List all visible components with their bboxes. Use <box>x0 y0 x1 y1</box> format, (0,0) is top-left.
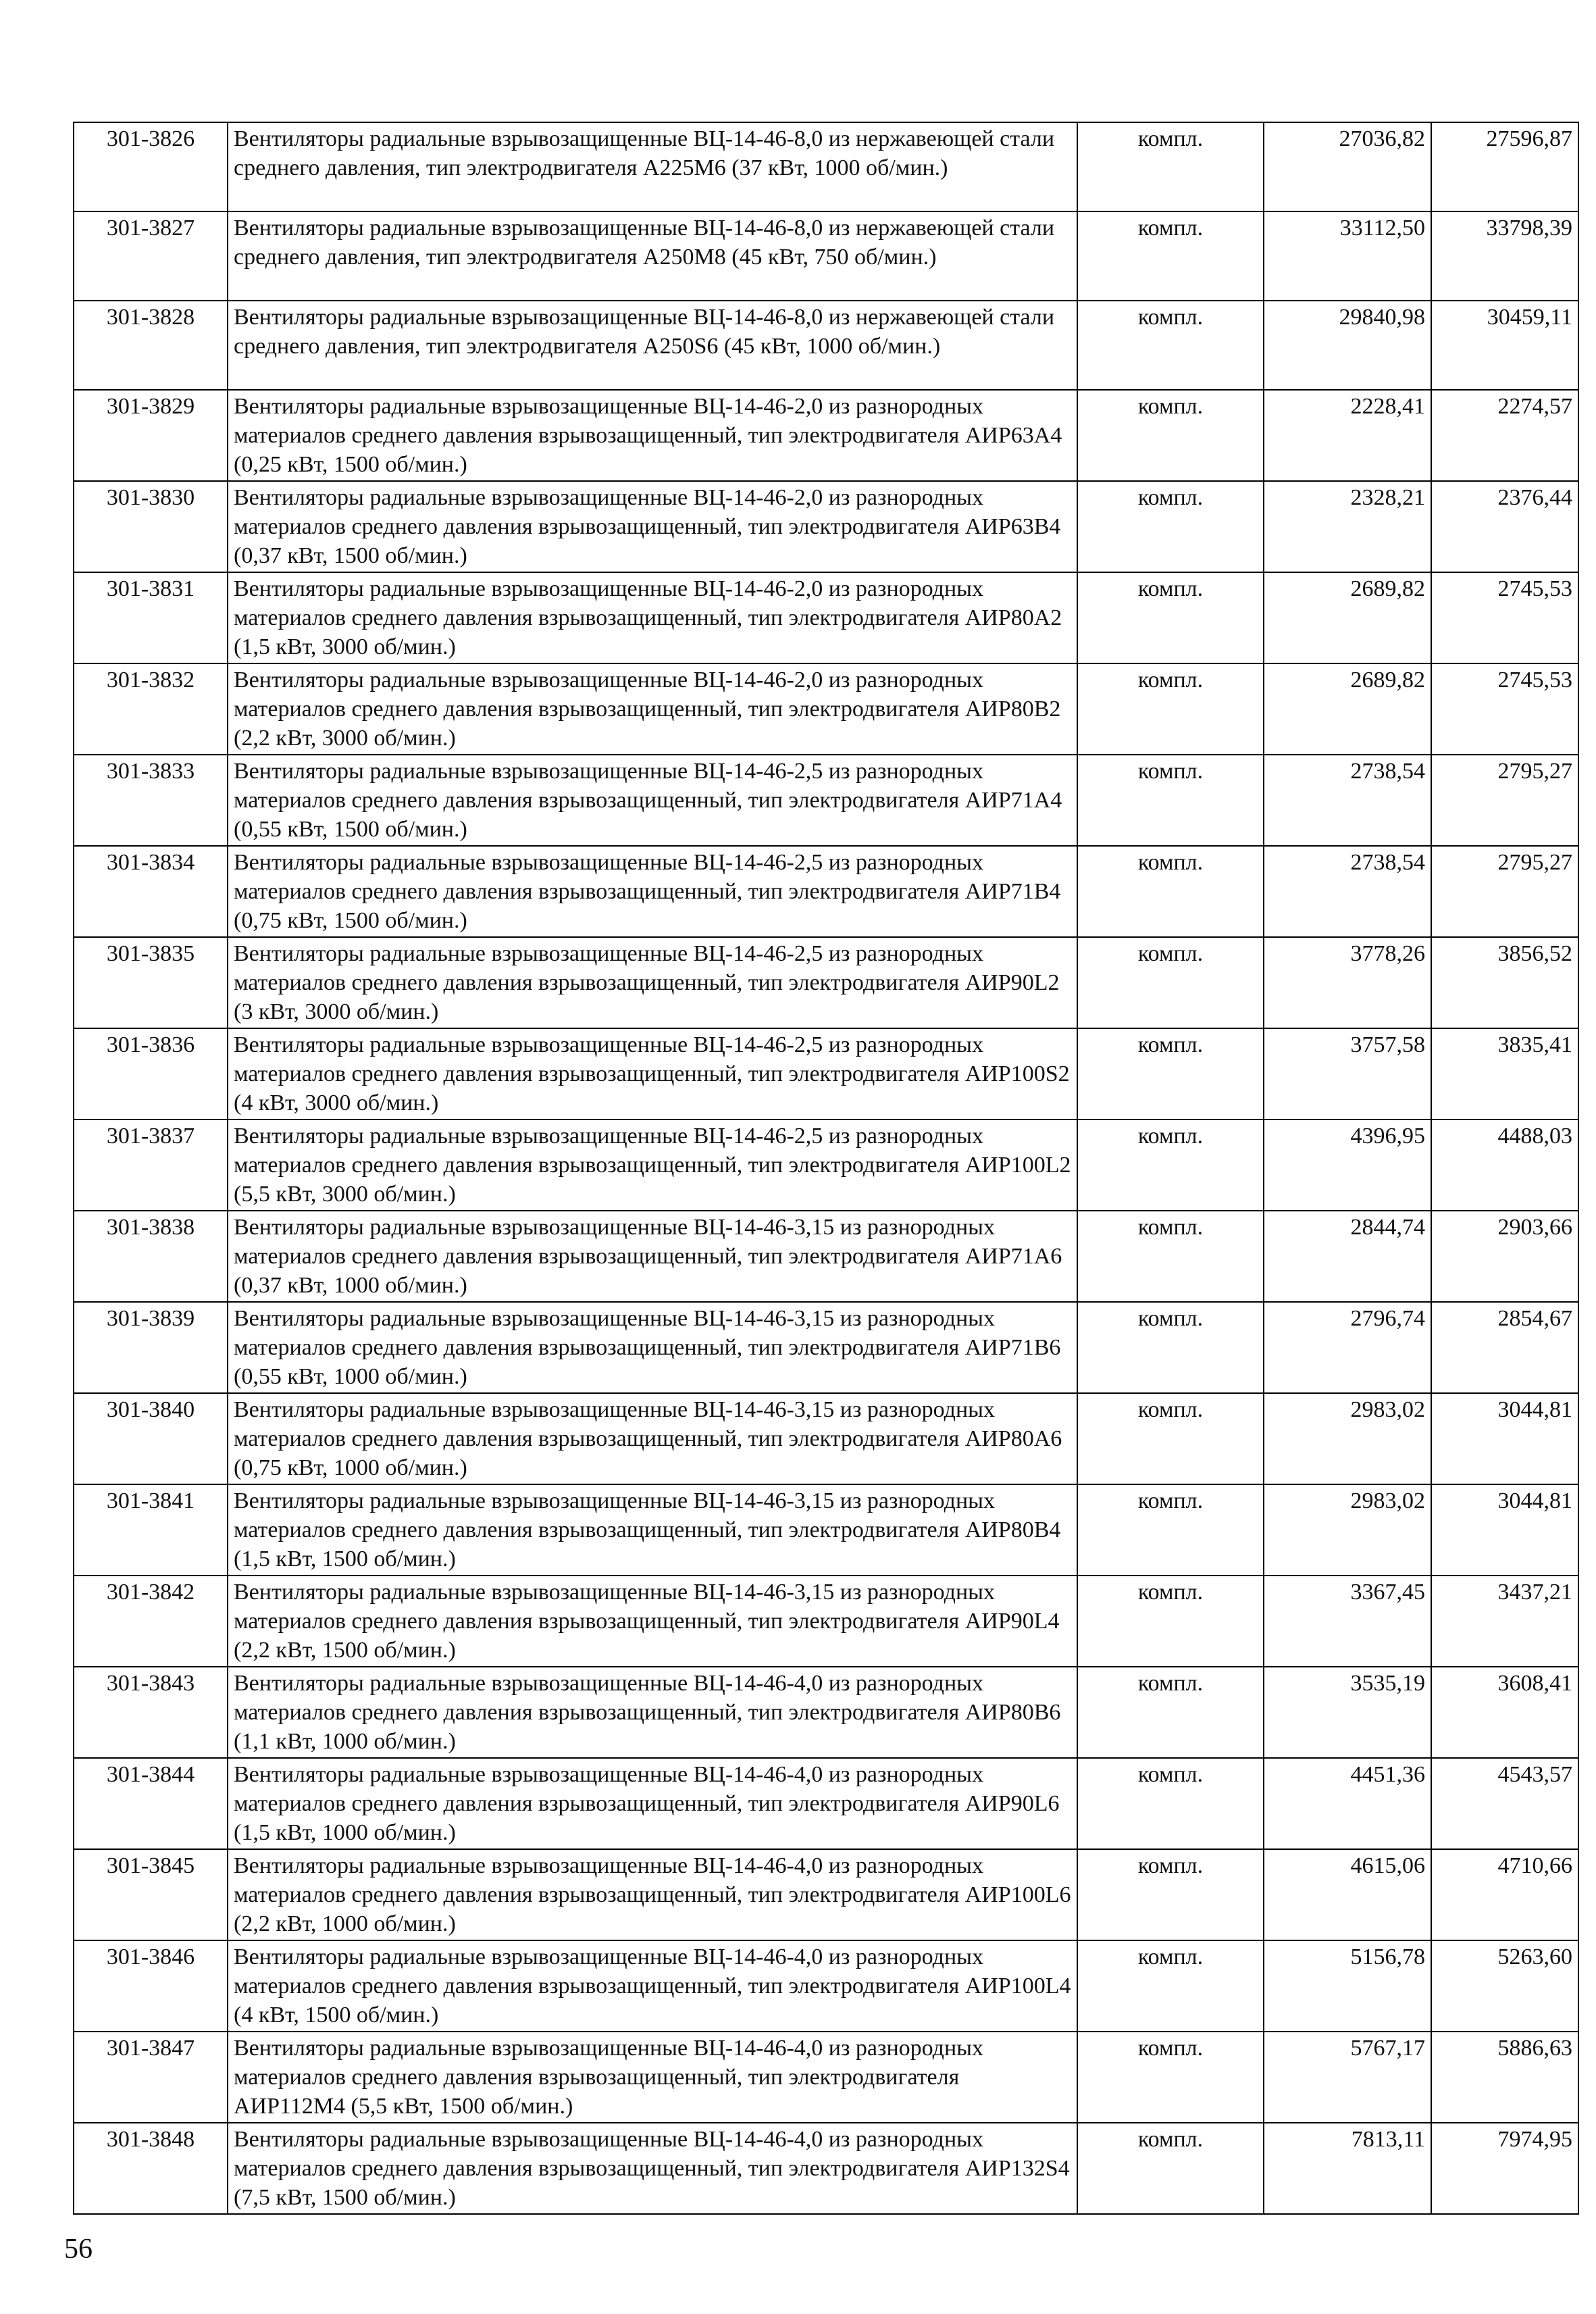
item-price-1: 3367,45 <box>1264 1576 1431 1667</box>
item-description: Вентиляторы радиальные взрывозащищенные ВЦ-14-46-2,5 из разнородных материалов среднего давления взрывозащищенный, тип электродвигателя АИР90L2 (3 кВт, 3000 об/мин.) <box>228 937 1077 1028</box>
item-code: 301-3842 <box>74 1576 228 1667</box>
item-unit: компл. <box>1077 937 1264 1028</box>
item-description: Вентиляторы радиальные взрывозащищенные ВЦ-14-46-2,0 из разнородных материалов среднего давления взрывозащищенный, тип электродвигателя АИР80А2 (1,5 кВт, 3000 об/мин.) <box>228 572 1077 663</box>
item-price-1: 2796,74 <box>1264 1302 1431 1393</box>
item-description: Вентиляторы радиальные взрывозащищенные ВЦ-14-46-2,5 из разнородных материалов среднего давления взрывозащищенный, тип электродвигателя АИР100S2 (4 кВт, 3000 об/мин.) <box>228 1028 1077 1120</box>
item-code: 301-3837 <box>74 1120 228 1211</box>
item-description: Вентиляторы радиальные взрывозащищенные ВЦ-14-46-4,0 из разнородных материалов среднего давления взрывозащищенный, тип электродвигателя АИР100L4 (4 кВт, 1500 об/мин.) <box>228 1940 1077 2032</box>
item-unit: компл. <box>1077 1302 1264 1393</box>
item-description: Вентиляторы радиальные взрывозащищенные ВЦ-14-46-8,0 из нержавеющей стали среднего давления, тип электродвигателя А250М8 (45 кВт, 750 об/мин.) <box>228 211 1077 301</box>
item-unit: компл. <box>1077 1667 1264 1758</box>
item-price-2: 5886,63 <box>1431 2032 1578 2123</box>
item-unit: компл. <box>1077 2123 1264 2214</box>
item-price-1: 4615,06 <box>1264 1849 1431 1940</box>
item-unit: компл. <box>1077 122 1264 211</box>
item-price-1: 2689,82 <box>1264 572 1431 663</box>
item-price-2: 2795,27 <box>1431 755 1578 846</box>
item-unit: компл. <box>1077 572 1264 663</box>
item-price-2: 2854,67 <box>1431 1302 1578 1393</box>
item-price-2: 3835,41 <box>1431 1028 1578 1120</box>
item-description: Вентиляторы радиальные взрывозащищенные ВЦ-14-46-2,0 из разнородных материалов среднего давления взрывозащищенный, тип электродвигателя АИР80В2 (2,2 кВт, 3000 об/мин.) <box>228 663 1077 755</box>
item-price-1: 2689,82 <box>1264 663 1431 755</box>
item-code: 301-3845 <box>74 1849 228 1940</box>
item-price-2: 5263,60 <box>1431 1940 1578 2032</box>
item-description: Вентиляторы радиальные взрывозащищенные ВЦ-14-46-4,0 из разнородных материалов среднего давления взрывозащищенный, тип электродвигателя АИР112М4 (5,5 кВт, 1500 об/мин.) <box>228 2032 1077 2123</box>
item-description: Вентиляторы радиальные взрывозащищенные ВЦ-14-46-2,5 из разнородных материалов среднего давления взрывозащищенный, тип электродвигателя АИР71В4 (0,75 кВт, 1500 об/мин.) <box>228 846 1077 937</box>
table-row <box>74 122 1578 211</box>
item-unit: компл. <box>1077 1940 1264 2032</box>
item-description: Вентиляторы радиальные взрывозащищенные ВЦ-14-46-8,0 из нержавеющей стали среднего давления, тип электродвигателя А225М6 (37 кВт, 1000 об/мин.) <box>228 122 1077 211</box>
item-code: 301-3838 <box>74 1211 228 1302</box>
item-description: Вентиляторы радиальные взрывозащищенные ВЦ-14-46-4,0 из разнородных материалов среднего давления взрывозащищенный, тип электродвигателя АИР100L6 (2,2 кВт, 1000 об/мин.) <box>228 1849 1077 1940</box>
item-price-2: 4488,03 <box>1431 1120 1578 1211</box>
table-row <box>74 1667 1578 1758</box>
table-row <box>74 1120 1578 1211</box>
item-price-1: 7813,11 <box>1264 2123 1431 2214</box>
item-price-2: 4543,57 <box>1431 1758 1578 1849</box>
item-code: 301-3839 <box>74 1302 228 1393</box>
item-price-1: 3778,26 <box>1264 937 1431 1028</box>
table-row <box>74 1484 1578 1576</box>
item-price-1: 2983,02 <box>1264 1484 1431 1576</box>
item-description: Вентиляторы радиальные взрывозащищенные ВЦ-14-46-2,5 из разнородных материалов среднего давления взрывозащищенный, тип электродвигателя АИР71А4 (0,55 кВт, 1500 об/мин.) <box>228 755 1077 846</box>
item-unit: компл. <box>1077 1120 1264 1211</box>
item-code: 301-3847 <box>74 2032 228 2123</box>
table-row <box>74 1849 1578 1940</box>
table-row <box>74 572 1578 663</box>
item-description: Вентиляторы радиальные взрывозащищенные ВЦ-14-46-3,15 из разнородных материалов среднего давления взрывозащищенный, тип электродвигателя АИР90L4 (2,2 кВт, 1500 об/мин.) <box>228 1576 1077 1667</box>
item-description: Вентиляторы радиальные взрывозащищенные ВЦ-14-46-4,0 из разнородных материалов среднего давления взрывозащищенный, тип электродвигателя АИР80В6 (1,1 кВт, 1000 об/мин.) <box>228 1667 1077 1758</box>
item-price-1: 27036,82 <box>1264 122 1431 211</box>
item-price-2: 2795,27 <box>1431 846 1578 937</box>
item-price-1: 5767,17 <box>1264 2032 1431 2123</box>
table-row <box>74 663 1578 755</box>
item-code: 301-3841 <box>74 1484 228 1576</box>
item-description: Вентиляторы радиальные взрывозащищенные ВЦ-14-46-2,0 из разнородных материалов среднего давления взрывозащищенный, тип электродвигателя АИР63В4 (0,37 кВт, 1500 об/мин.) <box>228 481 1077 572</box>
item-price-2: 3044,81 <box>1431 1393 1578 1484</box>
item-price-1: 2228,41 <box>1264 390 1431 481</box>
item-description: Вентиляторы радиальные взрывозащищенные ВЦ-14-46-3,15 из разнородных материалов среднего давления взрывозащищенный, тип электродвигателя АИР80А6 (0,75 кВт, 1000 об/мин.) <box>228 1393 1077 1484</box>
item-price-2: 30459,11 <box>1431 301 1578 390</box>
item-description: Вентиляторы радиальные взрывозащищенные ВЦ-14-46-3,15 из разнородных материалов среднего давления взрывозащищенный, тип электродвигателя АИР71А6 (0,37 кВт, 1000 об/мин.) <box>228 1211 1077 1302</box>
item-price-2: 33798,39 <box>1431 211 1578 301</box>
item-price-1: 33112,50 <box>1264 211 1431 301</box>
item-price-2: 3856,52 <box>1431 937 1578 1028</box>
item-price-2: 27596,87 <box>1431 122 1578 211</box>
item-price-2: 4710,66 <box>1431 1849 1578 1940</box>
item-code: 301-3844 <box>74 1758 228 1849</box>
item-unit: компл. <box>1077 663 1264 755</box>
item-code: 301-3843 <box>74 1667 228 1758</box>
table-row <box>74 937 1578 1028</box>
item-code: 301-3846 <box>74 1940 228 2032</box>
item-price-2: 3044,81 <box>1431 1484 1578 1576</box>
item-unit: компл. <box>1077 2032 1264 2123</box>
item-code: 301-3833 <box>74 755 228 846</box>
table-row <box>74 846 1578 937</box>
item-unit: компл. <box>1077 1484 1264 1576</box>
item-description: Вентиляторы радиальные взрывозащищенные ВЦ-14-46-8,0 из нержавеющей стали среднего давления, тип электродвигателя А250S6 (45 кВт, 1000 об/мин.) <box>228 301 1077 390</box>
item-unit: компл. <box>1077 1393 1264 1484</box>
item-price-1: 2738,54 <box>1264 846 1431 937</box>
item-price-1: 2983,02 <box>1264 1393 1431 1484</box>
item-price-2: 3437,21 <box>1431 1576 1578 1667</box>
table-row <box>74 390 1578 481</box>
item-price-2: 7974,95 <box>1431 2123 1578 2214</box>
item-price-2: 2745,53 <box>1431 572 1578 663</box>
item-price-1: 3535,19 <box>1264 1667 1431 1758</box>
table-row <box>74 1211 1578 1302</box>
item-description: Вентиляторы радиальные взрывозащищенные ВЦ-14-46-2,0 из разнородных материалов среднего давления взрывозащищенный, тип электродвигателя АИР63А4 (0,25 кВт, 1500 об/мин.) <box>228 390 1077 481</box>
item-code: 301-3826 <box>74 122 228 211</box>
item-price-1: 5156,78 <box>1264 1940 1431 2032</box>
table-row <box>74 301 1578 390</box>
item-description: Вентиляторы радиальные взрывозащищенные ВЦ-14-46-4,0 из разнородных материалов среднего давления взрывозащищенный, тип электродвигателя АИР90L6 (1,5 кВт, 1000 об/мин.) <box>228 1758 1077 1849</box>
item-price-1: 2844,74 <box>1264 1211 1431 1302</box>
item-price-1: 29840,98 <box>1264 301 1431 390</box>
item-price-2: 2745,53 <box>1431 663 1578 755</box>
table-row <box>74 1940 1578 2032</box>
item-price-1: 4396,95 <box>1264 1120 1431 1211</box>
item-unit: компл. <box>1077 1849 1264 1940</box>
item-code: 301-3840 <box>74 1393 228 1484</box>
item-price-1: 4451,36 <box>1264 1758 1431 1849</box>
item-price-1: 3757,58 <box>1264 1028 1431 1120</box>
item-description: Вентиляторы радиальные взрывозащищенные ВЦ-14-46-4,0 из разнородных материалов среднего давления взрывозащищенный, тип электродвигателя АИР132S4 (7,5 кВт, 1500 об/мин.) <box>228 2123 1077 2214</box>
table-row <box>74 1302 1578 1393</box>
item-price-2: 2376,44 <box>1431 481 1578 572</box>
item-price-2: 2274,57 <box>1431 390 1578 481</box>
price-table <box>73 122 1579 2215</box>
table-row <box>74 1393 1578 1484</box>
item-unit: компл. <box>1077 301 1264 390</box>
item-unit: компл. <box>1077 755 1264 846</box>
table-row <box>74 1758 1578 1849</box>
item-description: Вентиляторы радиальные взрывозащищенные ВЦ-14-46-2,5 из разнородных материалов среднего давления взрывозащищенный, тип электродвигателя АИР100L2 (5,5 кВт, 3000 об/мин.) <box>228 1120 1077 1211</box>
item-unit: компл. <box>1077 211 1264 301</box>
item-unit: компл. <box>1077 481 1264 572</box>
item-code: 301-3831 <box>74 572 228 663</box>
item-unit: компл. <box>1077 1211 1264 1302</box>
item-description: Вентиляторы радиальные взрывозащищенные ВЦ-14-46-3,15 из разнородных материалов среднего давления взрывозащищенный, тип электродвигателя АИР71В6 (0,55 кВт, 1000 об/мин.) <box>228 1302 1077 1393</box>
table-row <box>74 1028 1578 1120</box>
page-number: 56 <box>64 2234 93 2265</box>
item-code: 301-3836 <box>74 1028 228 1120</box>
table-row <box>74 211 1578 301</box>
item-unit: компл. <box>1077 390 1264 481</box>
item-code: 301-3834 <box>74 846 228 937</box>
item-unit: компл. <box>1077 846 1264 937</box>
item-price-2: 3608,41 <box>1431 1667 1578 1758</box>
table-row <box>74 2123 1578 2214</box>
item-code: 301-3829 <box>74 390 228 481</box>
table-row <box>74 2032 1578 2123</box>
item-unit: компл. <box>1077 1576 1264 1667</box>
table-row <box>74 481 1578 572</box>
item-code: 301-3827 <box>74 211 228 301</box>
item-unit: компл. <box>1077 1028 1264 1120</box>
item-price-2: 2903,66 <box>1431 1211 1578 1302</box>
item-code: 301-3835 <box>74 937 228 1028</box>
item-unit: компл. <box>1077 1758 1264 1849</box>
item-code: 301-3832 <box>74 663 228 755</box>
price-table-body <box>74 122 1578 2214</box>
item-description: Вентиляторы радиальные взрывозащищенные ВЦ-14-46-3,15 из разнородных материалов среднего давления взрывозащищенный, тип электродвигателя АИР80В4 (1,5 кВт, 1500 об/мин.) <box>228 1484 1077 1576</box>
table-row <box>74 1576 1578 1667</box>
item-code: 301-3848 <box>74 2123 228 2214</box>
item-code: 301-3830 <box>74 481 228 572</box>
item-price-1: 2328,21 <box>1264 481 1431 572</box>
item-price-1: 2738,54 <box>1264 755 1431 846</box>
table-row <box>74 755 1578 846</box>
item-code: 301-3828 <box>74 301 228 390</box>
